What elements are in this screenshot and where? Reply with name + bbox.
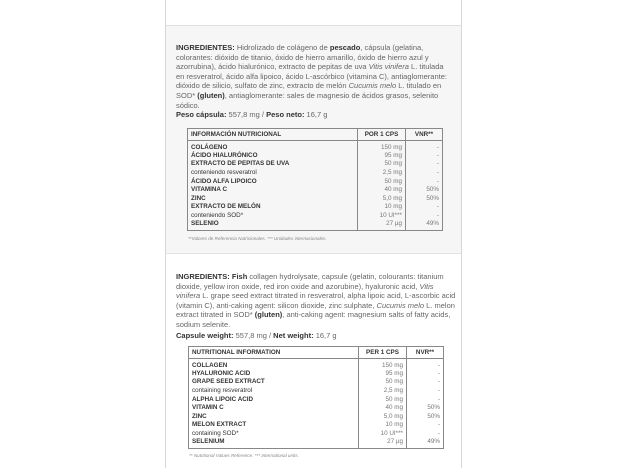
nutrient-name: containing SOD* (189, 429, 359, 438)
table-row (189, 403, 444, 412)
nutrient-nvr: - (436, 168, 439, 176)
weight-en (176, 331, 337, 340)
nutrient-quantity: 10 UI*** (359, 429, 407, 438)
net-weight-label-es: Peso neto: (266, 110, 305, 119)
table-row (188, 141, 443, 152)
nutrient-name: ÁCIDO HIALURÓNICO (188, 151, 358, 160)
nutrient-quantity: 95 mg (358, 151, 406, 160)
nutrition-table-es (187, 128, 443, 231)
nutrient-quantity: 2,5 mg (358, 168, 406, 177)
capsule-weight-value-en: 557,8 mg (235, 331, 267, 340)
nutrient-nvr: - (436, 211, 439, 219)
nutrient-quantity: 95 mg (359, 369, 407, 378)
footnote-es: **Valores de Referencia Nutricionales. *** Unidades internacionales. (188, 236, 327, 241)
latin-name-en: Cucumis melo (376, 300, 425, 310)
nutrient-nvr: 49% (426, 219, 439, 227)
nutrient-quantity: 10 mg (358, 203, 406, 212)
ingredients-es (176, 43, 452, 110)
table-row (188, 151, 443, 160)
nutrient-name: SELENIO (188, 220, 358, 231)
capsule-weight-label-en: Capsule weight: (176, 331, 234, 340)
table-row (188, 177, 443, 186)
allergen-fish-es: pescado (329, 43, 361, 52)
nutrient-nvr: 49% (427, 437, 440, 445)
allergen-gluten-en: (gluten) (254, 310, 283, 320)
nutrient-quantity: 50 mg (358, 177, 406, 186)
table-row (188, 160, 443, 169)
allergen-fish-en: Fish (231, 272, 248, 281)
nutrient-quantity: 150 mg (359, 359, 407, 370)
weight-separator-es: / (261, 110, 265, 119)
header-nvr: NVR** (407, 347, 444, 359)
nutrient-name: ZINC (189, 412, 359, 421)
nutrient-nvr: 50% (427, 412, 440, 420)
latin-name-es: Cucumis melo (348, 81, 397, 91)
table-row (188, 203, 443, 212)
nutrient-quantity: 40 mg (358, 185, 406, 194)
nutrient-name: EXTRACTO DE PEPITAS DE UVA (188, 160, 358, 169)
weight-separator-en: / (268, 331, 272, 340)
nutrient-quantity: 27 µg (358, 220, 406, 231)
nutrient-nvr: - (436, 177, 439, 185)
net-weight-value-en: 16,7 g (315, 331, 337, 340)
ingredients-es-text: , cápsula (gelatina, colorantes: dióxido de titanio, óxido de hierro amarillo, óxido de hierro azul y azorrubina), ácido hialurónico, extracto de pepitas de uva (176, 43, 429, 72)
table-row (189, 378, 444, 387)
nutrient-nvr: 50% (426, 194, 439, 202)
ingredients-es-text: L. titulada en resveratrol, ácido alfa lipoico, ácido L-ascórbico (vitamina C), antiaglomerante: dióxido de silicio, sulfato de zinc, extracto de melón (176, 62, 447, 91)
nutrient-name: COLÁGENO (188, 141, 358, 152)
allergen-gluten-es: (gluten) (197, 90, 225, 100)
header-per-capsule: PER 1 CPS (359, 347, 407, 359)
nutrient-quantity: 50 mg (359, 395, 407, 404)
nutrient-quantity: 5,0 mg (359, 412, 407, 421)
nutrient-name: ZINC (188, 194, 358, 203)
ingredients-en (176, 272, 456, 330)
table-row (188, 168, 443, 177)
nutrient-name: HYALURONIC ACID (189, 369, 359, 378)
nutrient-quantity: 5,0 mg (358, 194, 406, 203)
nutrient-nvr: - (436, 160, 439, 168)
ingredients-en-text: collagen hydrolysate, capsule (gelatin, colourants: titanium dioxide, yellow iron oxide, red iron oxide and azorubine), hyaluronic acid, (176, 272, 444, 291)
ingredients-es-label: INGREDIENTES: (176, 43, 235, 52)
latin-name-es: Vitis vinifera (368, 62, 409, 72)
nutrient-quantity: 50 mg (358, 160, 406, 169)
nutrient-name: MELON EXTRACT (189, 421, 359, 430)
nutrient-nvr: - (436, 151, 439, 159)
nutrient-quantity: 2,5 mg (359, 386, 407, 395)
nutrient-quantity: 27 µg (359, 438, 407, 449)
ingredients-en-text: , anti-caking agent: magnesium salts of fatty acids, sodium selenite. (176, 310, 451, 329)
nutrient-name: COLLAGEN (189, 359, 359, 370)
nutrient-name: SELENIUM (189, 438, 359, 449)
nutrient-name: ÁCIDO ALFA LIPOICO (188, 177, 358, 186)
capsule-weight-label-es: Peso cápsula: (176, 110, 227, 119)
nutrient-quantity: 40 mg (359, 403, 407, 412)
capsule-weight-value-es: 557,8 mg (228, 110, 260, 119)
nutrient-quantity: 10 mg (359, 421, 407, 430)
table-row (189, 369, 444, 378)
header-per-capsule: POR 1 CPS (358, 129, 406, 141)
nutrient-name: ALPHA LIPOIC ACID (189, 395, 359, 404)
table-row (189, 386, 444, 395)
nutrition-table-en (188, 346, 444, 449)
table-row (189, 421, 444, 430)
table-row (188, 220, 443, 231)
ingredients-en-text: L. melon extract titrated in SOD* (176, 300, 455, 320)
latin-name-en: Vitis vinifera (176, 281, 434, 301)
box-top-flap (165, 0, 462, 26)
nutrient-quantity: 50 mg (359, 378, 407, 387)
ingredients-en-text: L. grape seed extract titrated in resveratrol, alpha lipoic acid, L-ascorbic acid (vitamin C), anti-caking agent: silicon dioxide, zinc sulphate, (176, 291, 456, 310)
footnote-en: ** Nutritional Values Reference. *** International units. (189, 453, 299, 458)
header-nutrition-info: INFORMACIÓN NUTRICIONAL (188, 129, 358, 141)
nutrient-name: conteniendo SOD* (188, 211, 358, 220)
nutrient-nvr: - (436, 203, 439, 211)
nutrient-nvr: 50% (426, 186, 439, 194)
weight-es (176, 110, 327, 119)
nutrient-name: conteniendo resveratrol (188, 168, 358, 177)
nutrient-nvr: 50% (427, 404, 440, 412)
ingredients-es-text: , antiaglomerante: sales de magnesio de ácidos grasos, selenito sódico. (176, 90, 439, 110)
table-row (188, 211, 443, 220)
ingredients-es-text: Hidrolizado de colágeno de (236, 43, 328, 52)
header-nvr: VNR** (406, 129, 443, 141)
table-header-row (188, 129, 443, 141)
nutrient-nvr: - (437, 369, 440, 377)
nutrient-nvr: - (437, 421, 440, 429)
nutrient-nvr: - (437, 386, 440, 394)
table-row (189, 412, 444, 421)
table-row (189, 359, 444, 370)
nutrient-nvr: - (437, 378, 440, 386)
nutrient-name: EXTRACTO DE MELÓN (188, 203, 358, 212)
nutrient-name: GRAPE SEED EXTRACT (189, 378, 359, 387)
table-row (189, 438, 444, 449)
nutrient-name: containing resveratrol (189, 386, 359, 395)
table-row (189, 429, 444, 438)
table-header-row (189, 347, 444, 359)
nutrient-nvr: - (437, 395, 440, 403)
net-weight-label-en: Net weight: (273, 331, 314, 340)
table-row (188, 185, 443, 194)
ingredients-en-label: INGREDIENTS: (176, 272, 230, 281)
nutrient-name: VITAMINA C (188, 185, 358, 194)
nutrient-nvr: - (436, 144, 439, 151)
nutrient-quantity: 150 mg (358, 141, 406, 152)
nutrient-name: VITAMIN C (189, 403, 359, 412)
table-row (189, 395, 444, 404)
header-nutrition-info: NUTRITIONAL INFORMATION (189, 347, 359, 359)
table-row (188, 194, 443, 203)
nutrient-quantity: 10 UI*** (358, 211, 406, 220)
ingredients-es-text: L. titulado en SOD* (176, 81, 442, 100)
net-weight-value-es: 16,7 g (306, 110, 328, 119)
nutrient-nvr: - (437, 429, 440, 437)
nutrient-nvr: - (437, 362, 440, 369)
